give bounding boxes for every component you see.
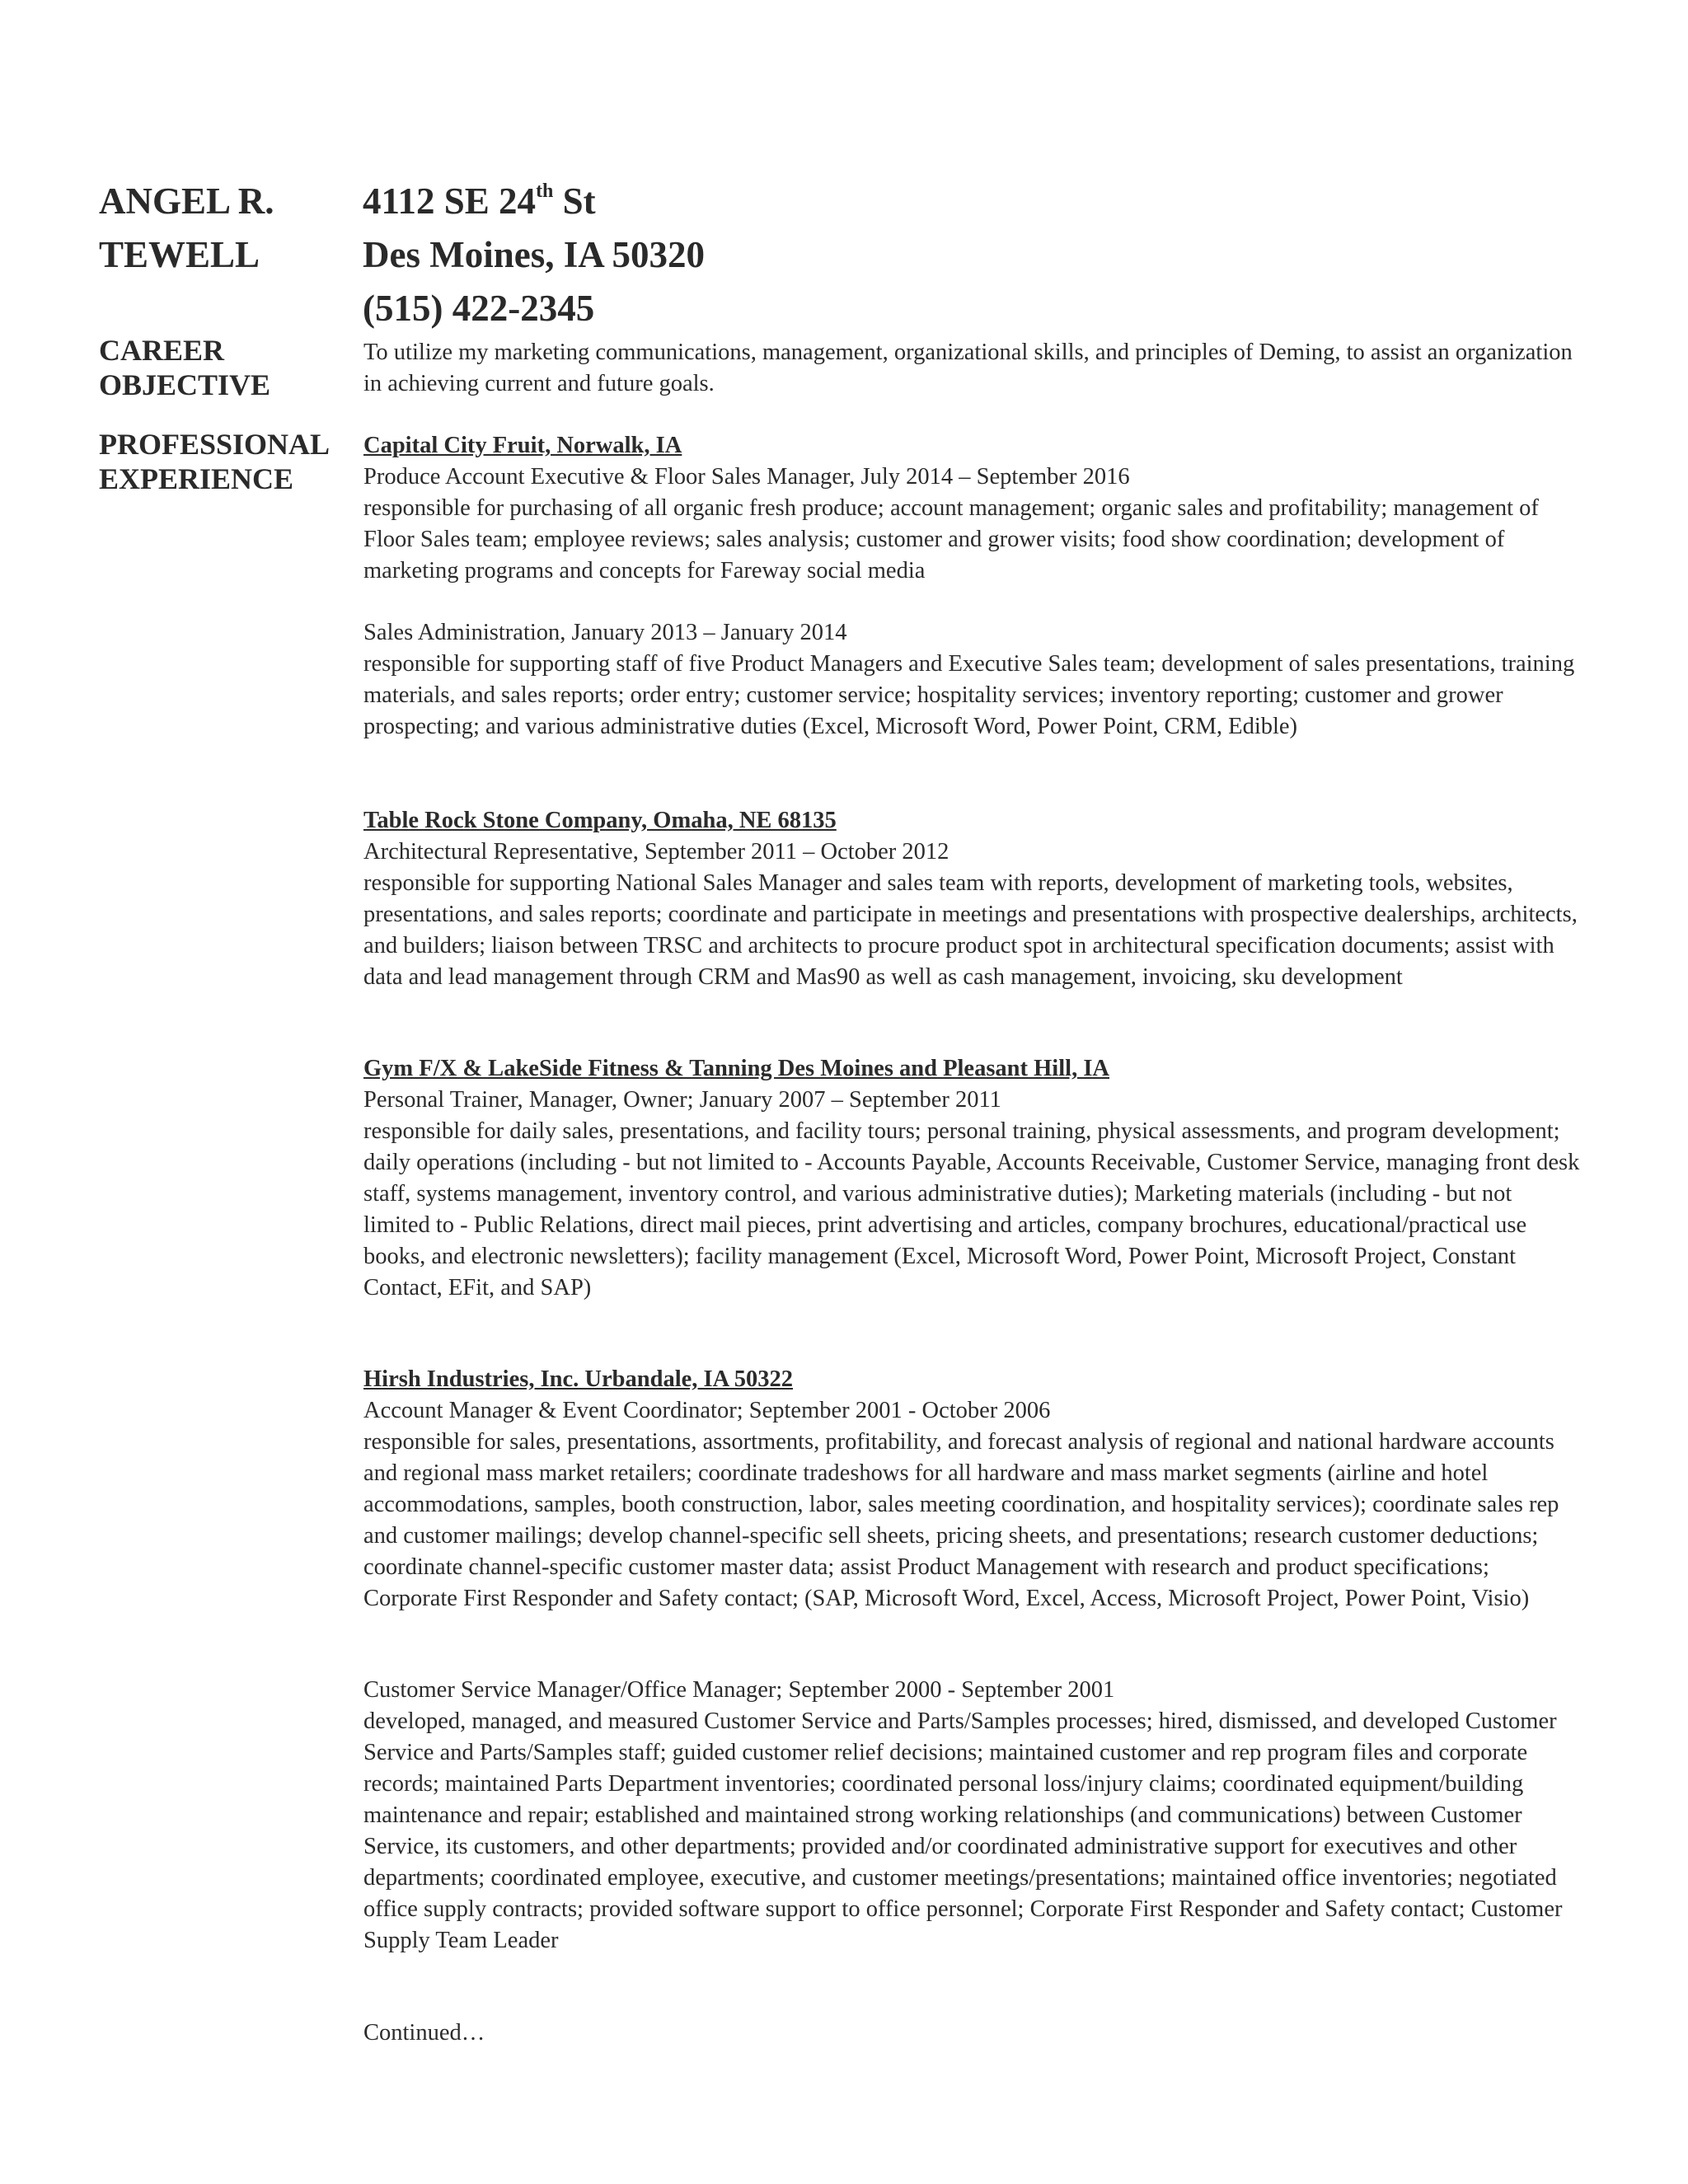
job-entry <box>363 617 1583 743</box>
job-duties: responsible for daily sales, presentations, and facility tours; personal training, physical assessments, and program development; daily operations (including - but not limited to - Accounts Payable, Accounts Receivable, Customer Service, managing front desk staff, systems management, inventory control, and various administrative duties); Marketing materials (including - but not limited to - Public Relations, direct mail pieces, print advertising and articles, company brochures, educational/practical use books, and electronic newsletters); facility management (Excel, Microsoft Word, Power Point, Microsoft Project, Constant Contact, EFit, and SAP) <box>363 1118 1580 1301</box>
continued-note: Continued… <box>363 2020 485 2046</box>
job-duties: responsible for supporting National Sales Manager and sales team with reports, development of marketing tools, websites, presentations, and sales reports; coordinate and participate in meetings and presentations with prospective dealerships, architects, and builders; liaison between TRSC and architects to procure product spot in architectural specification documents; assist with data and lead management through CRM and Mas90 as well as cash management, invoicing, sku development <box>363 870 1578 990</box>
job-duties: responsible for supporting staff of five Product Managers and Executive Sales team; development of sales presentations, training materials, and sales reports; order entry; customer service; hospitality services; inventory reporting; customer and grower prospecting; and various administrative duties (Excel, Microsoft Word, Power Point, CRM, Edible) <box>363 651 1575 739</box>
job-title: Produce Account Executive & Floor Sales Manager, July 2014 – September 2016 <box>363 464 1130 490</box>
applicant-name <box>99 175 346 282</box>
job-entry <box>363 805 1583 993</box>
career-objective-heading: CAREER OBJECTIVE <box>99 334 271 401</box>
job-title: Personal Trainer, Manager, Owner; January 2007 – September 2011 <box>363 1087 1001 1113</box>
name-line-2: TEWELL <box>99 234 260 275</box>
name-line-1: ANGEL R. <box>99 180 274 222</box>
job-duties: developed, managed, and measured Customer Service and Parts/Samples processes; hired, dismissed, and developed Customer Service and Parts/Samples staff; guided customer relief decisions; maintained customer and rep program files and corporate records; maintained Parts Department inventories; coordinated personal loss/injury claims; coordinated equipment/building maintenance and repair; established and maintained strong working relationships (and communications) between Customer Service, its customers, and other departments; provided and/or coordinated administrative support for executives and other departments; coordinated employee, executive, and customer meetings/presentations; maintained office inventories; negotiated office supply contracts; provided software support to office personnel; Corporate First Responder and Safety contact; Customer Supply Team Leader <box>363 1708 1563 1953</box>
job-entry <box>363 430 1583 587</box>
job-title: Sales Administration, January 2013 – January 2014 <box>363 620 847 645</box>
phone-number: (515) 422-2345 <box>363 288 595 329</box>
job-duties: responsible for purchasing of all organic fresh produce; account management; organic sales and profitability; management of Floor Sales team; employee reviews; sales analysis; customer and grower visits; food show coordination; development of marketing programs and concepts for Fareway social media <box>363 495 1539 583</box>
career-objective-text: To utilize my marketing communications, management, organizational skills, and principles of Deming, to assist an organization in achieving current and future goals. <box>363 340 1573 396</box>
professional-experience-heading: PROFESSIONAL EXPERIENCE <box>99 428 331 495</box>
employer-name: Capital City Fruit, Norwalk, IA <box>363 433 682 458</box>
job-entry <box>363 1364 1583 1615</box>
contact-block <box>363 175 1104 335</box>
employer-name: Gym F/X & LakeSide Fitness & Tanning Des Moines and Pleasant Hill, IA <box>363 1056 1109 1081</box>
employer-name: Table Rock Stone Company, Omaha, NE 68135 <box>363 808 837 833</box>
job-title: Customer Service Manager/Office Manager; September 2000 - September 2001 <box>363 1677 1115 1703</box>
employer-name: Hirsh Industries, Inc. Urbandale, IA 50322 <box>363 1366 794 1392</box>
job-duties: responsible for sales, presentations, assortments, profitability, and forecast analysis of regional and national hardware accounts and regional mass market retailers; coordinate tradeshows for all hardware and mass market segments (airline and hotel accommodations, samples, booth construction, labor, sales meeting coordination, and hospitality services); coordinate sales rep and customer mailings; develop channel-specific sell sheets, pricing sheets, and presentations; research customer deductions; coordinate channel-specific customer master data; assist Product Management with research and product specifications; Corporate First Responder and Safety contact; (SAP, Microsoft Word, Excel, Access, Microsoft Project, Power Point, Visio) <box>363 1429 1559 1611</box>
job-title: Architectural Representative, September 2011 – October 2012 <box>363 839 950 865</box>
job-title: Account Manager & Event Coordinator; September 2001 - October 2006 <box>363 1398 1051 1423</box>
job-entry <box>363 1675 1583 1957</box>
job-entry <box>363 1053 1583 1304</box>
city-state-zip: Des Moines, IA 50320 <box>363 234 705 275</box>
street-address: 4112 SE 24th St <box>363 180 596 222</box>
